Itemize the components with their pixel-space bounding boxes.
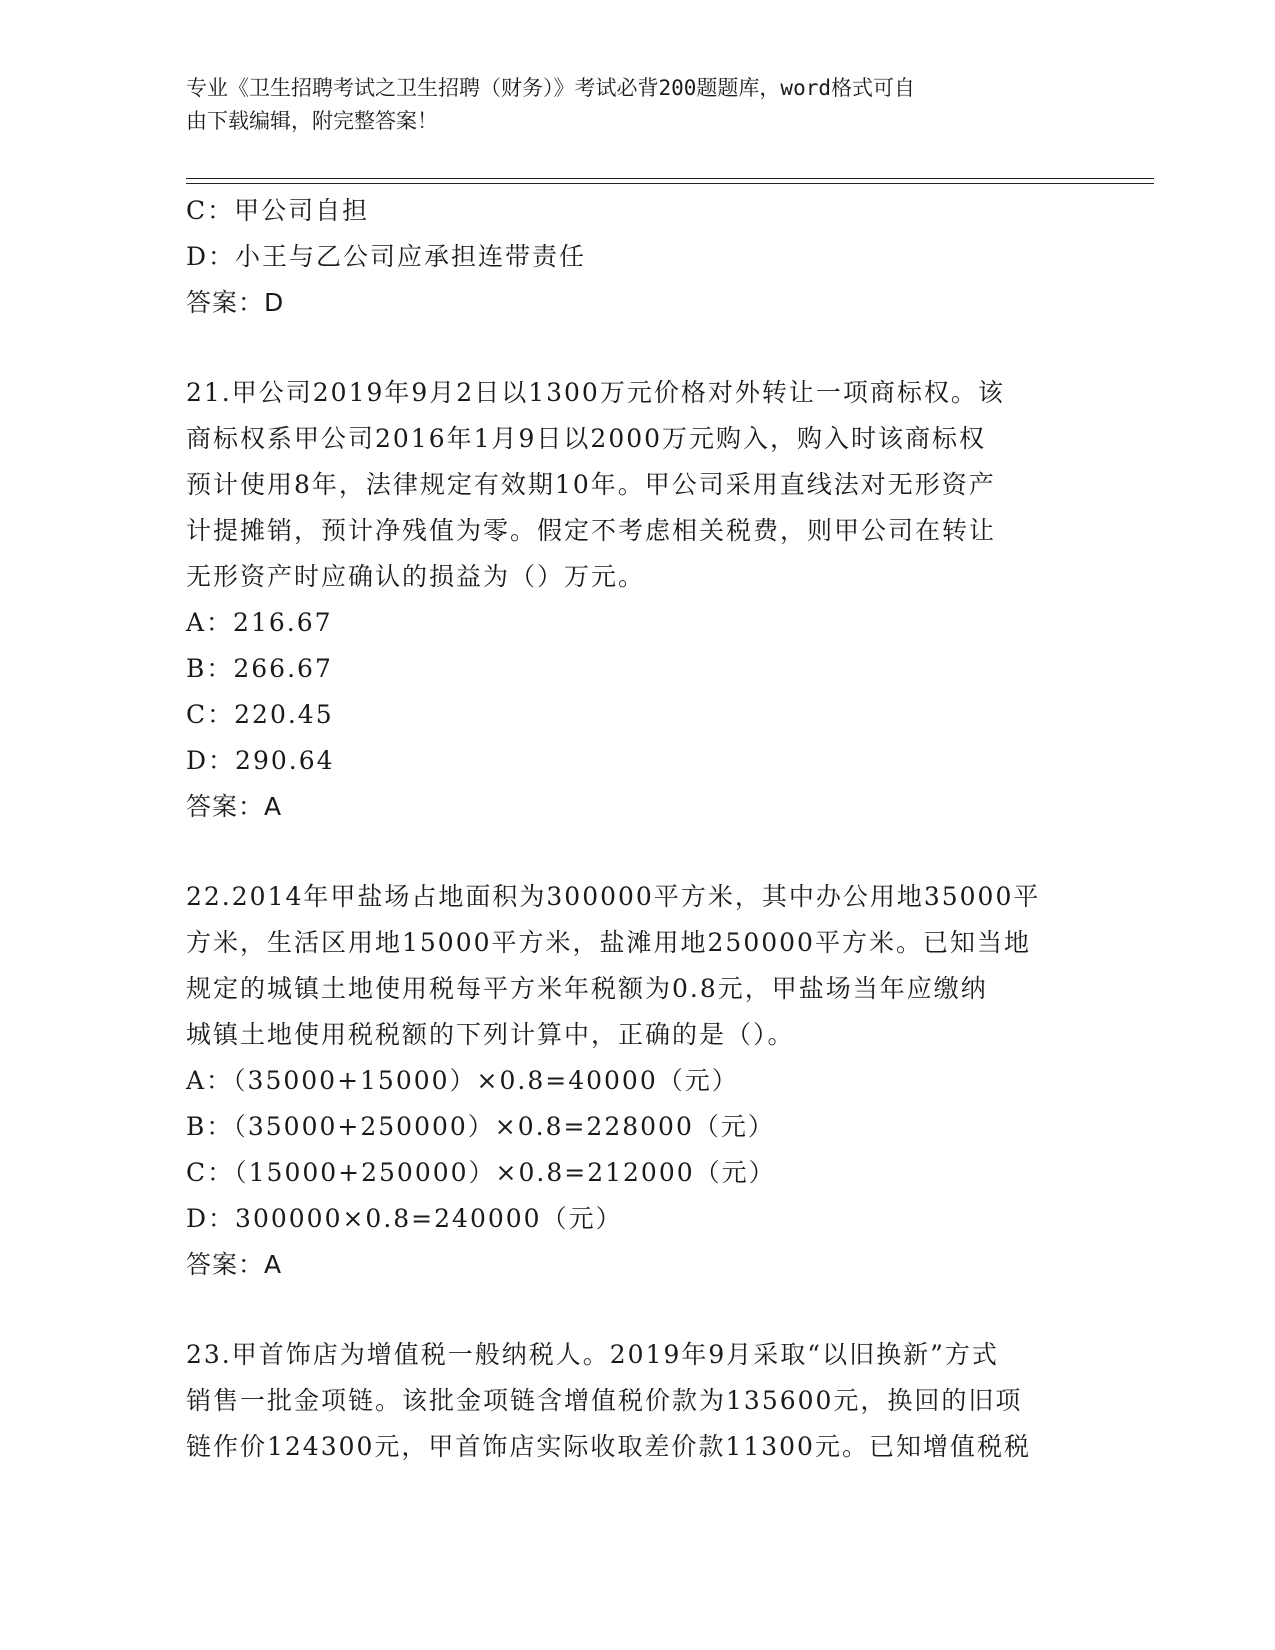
option-d: D：290.64 bbox=[186, 746, 335, 775]
option-b: B：266.67 bbox=[186, 654, 333, 683]
question-21 bbox=[186, 370, 1066, 830]
spacer bbox=[186, 326, 1066, 370]
question-stem-line: 预计使用8年，法律规定有效期10年。甲公司采用直线法对无形资产 bbox=[186, 470, 996, 499]
option-a: A：216.67 bbox=[186, 608, 333, 637]
header-divider-top bbox=[186, 178, 1154, 179]
question-20 bbox=[186, 188, 1066, 326]
question-list bbox=[186, 188, 1066, 1470]
question-stem-line: 销售一批金项链。该批金项链含增值税价款为135600元，换回的旧项 bbox=[186, 1386, 1023, 1415]
question-stem-line: 城镇土地使用税税额的下列计算中，正确的是（）。 bbox=[186, 1020, 795, 1049]
question-stem-line: 链作价124300元，甲首饰店实际收取差价款11300元。已知增值税税 bbox=[186, 1432, 1031, 1461]
question-22 bbox=[186, 874, 1066, 1288]
question-stem-line: 计提摊销，预计净残值为零。假定不考虑相关税费，则甲公司在转让 bbox=[186, 516, 997, 545]
question-stem-line: 商标权系甲公司2016年1月9日以2000万元购入，购入时该商标权 bbox=[186, 424, 987, 453]
option-a: A：（35000+15000）×0.8=40000（元） bbox=[186, 1066, 739, 1095]
option-c: C：220.45 bbox=[186, 700, 334, 729]
question-stem-line: 23.甲首饰店为增值税一般纳税人。2019年9月采取“以旧换新”方式 bbox=[186, 1340, 999, 1369]
option-c: C：（15000+250000）×0.8=212000（元） bbox=[186, 1158, 776, 1187]
question-stem-line: 21.甲公司2019年9月2日以1300万元价格对外转让一项商标权。该 bbox=[186, 378, 1005, 407]
document-header bbox=[186, 72, 1066, 138]
header-divider-bottom bbox=[186, 183, 1154, 184]
option-b: B：（35000+250000）×0.8=228000（元） bbox=[186, 1112, 775, 1141]
answer: 答案：A bbox=[186, 792, 283, 821]
option-d: D：小王与乙公司应承担连带责任 bbox=[186, 242, 587, 271]
spacer bbox=[186, 830, 1066, 874]
question-stem-line: 无形资产时应确认的损益为（）万元。 bbox=[186, 562, 646, 591]
question-stem-line: 22.2014年甲盐场占地面积为300000平方米，其中办公用地35000平 bbox=[186, 882, 1041, 911]
answer: 答案：A bbox=[186, 1250, 283, 1279]
question-stem-line: 方米，生活区用地15000平方米，盐滩用地250000平方米。已知当地 bbox=[186, 928, 1031, 957]
option-c: C：甲公司自担 bbox=[186, 196, 370, 225]
question-23 bbox=[186, 1332, 1066, 1470]
option-d: D：300000×0.8=240000（元） bbox=[186, 1204, 623, 1233]
header-line-2: 由下载编辑，附完整答案！ bbox=[186, 109, 438, 133]
question-stem-line: 规定的城镇土地使用税每平方米年税额为0.8元，甲盐场当年应缴纳 bbox=[186, 974, 988, 1003]
spacer bbox=[186, 1288, 1066, 1332]
header-line-1: 专业《卫生招聘考试之卫生招聘（财务）》考试必背200题题库，word格式可自 bbox=[186, 76, 915, 100]
answer: 答案：D bbox=[186, 288, 285, 317]
